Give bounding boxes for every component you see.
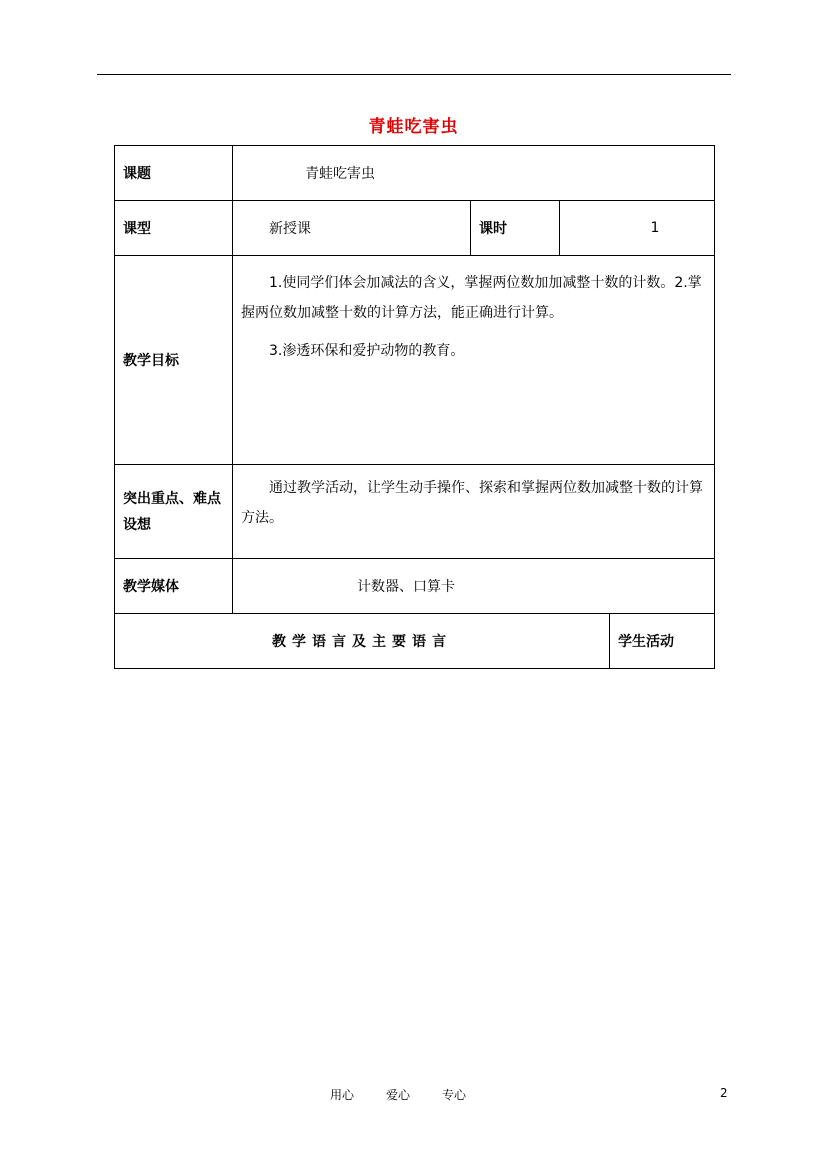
topic-row [115, 146, 715, 201]
type-label: 课型 [115, 201, 233, 256]
footer-item-3: 专心 [442, 1088, 467, 1102]
document-title: 青蛙吃害虫 [368, 117, 459, 137]
topic-label: 课题 [115, 146, 233, 201]
focus-label: 突出重点、难点设想 [115, 465, 233, 559]
hours-label: 课时 [471, 201, 560, 256]
language-row [115, 614, 715, 669]
footer-item-1: 用心 [330, 1088, 355, 1102]
focus-value: 通过教学活动，让学生动手操作、探索和掌握两位数加减整十数的计算方法。 [233, 465, 715, 559]
lesson-plan-table [114, 145, 715, 669]
goals-row [115, 256, 715, 465]
goals-label: 教学目标 [115, 256, 233, 465]
type-row [115, 201, 715, 256]
focus-row [115, 465, 715, 559]
footer-item-2: 爱心 [386, 1088, 411, 1102]
goals-line-1: 1.使同学们体会加减法的含义，掌握两位数加加减整十数的计数。2.掌握两位数加减整十数的计算方法，能正确进行计算。 [241, 275, 702, 321]
hours-value: 1 [560, 201, 715, 256]
goals-line-2: 3.渗透环保和爱护动物的教育。 [269, 343, 465, 359]
type-value: 新授课 [233, 201, 471, 256]
activity-label: 学生活动 [610, 614, 715, 669]
goals-content [233, 256, 715, 465]
topic-value: 青蛙吃害虫 [233, 146, 715, 201]
media-label: 教学媒体 [115, 559, 233, 614]
media-value: 计数器、口算卡 [233, 559, 715, 614]
header-rule [97, 74, 731, 75]
page-number: 2 [720, 1086, 728, 1100]
language-label: 教学语言及主要语言 [115, 614, 610, 669]
media-row [115, 559, 715, 614]
